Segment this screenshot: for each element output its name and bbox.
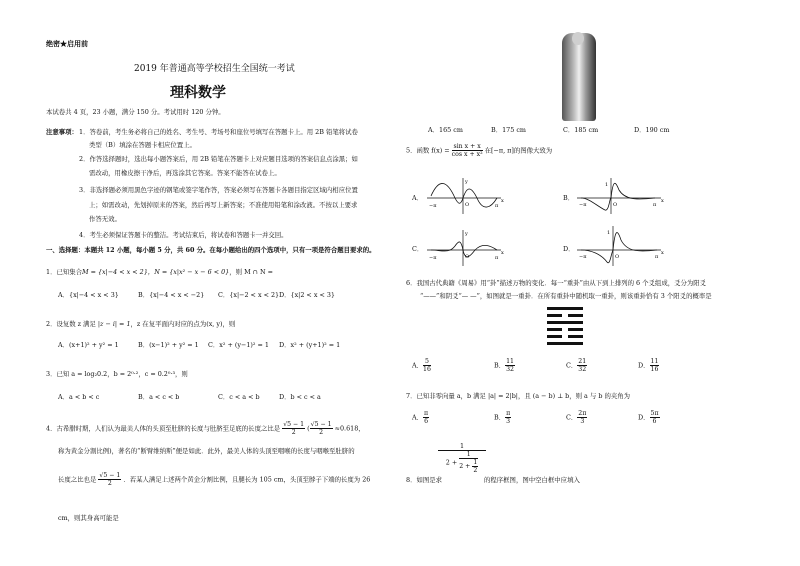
note-3b: 上；如需改动，先划掉原来的答案，然后再写上新答案；不准使用铅笔和涂改液。不按以上要求 — [89, 201, 358, 209]
note-4: 4．考生必须保证答题卡的整洁。考试结束后，将试卷和答题卡一并交回。 — [79, 231, 288, 239]
q4-line-3: 长度之比也是 $\frac{√5 - 1}{2}$ ．若某人满足上述两个黄金分割比例，且腿长为 105 cm，头顶至脖子下端的长度为 26 — [58, 472, 371, 487]
graph-b-origin-label: O — [613, 202, 618, 208]
q4-line-1: 4．古希腊时期，人们认为最美人体的头顶至肚脐的长度与肚脐至足底的长度之比是 $\frac{√5 - 1}{2}$ ( $\frac{√5 - 1}{2}$ ≈0.618， — [46, 421, 365, 436]
q2-option-c: C．x² + (y−1)² = 1 — [208, 341, 269, 349]
graph-b-one-label: 1 — [605, 182, 609, 188]
graph-a-y-label: y — [465, 179, 468, 185]
graph-d-x-label: x — [661, 250, 664, 256]
note-2a: 2．作答选择题时，选出每小题答案后，用 2B 铅笔在答题卡上对应题目选项的答案信息点涂黑；如 — [79, 155, 358, 163]
q5-option-b-label: B． — [563, 194, 575, 202]
q4-option-a: A．165 cm — [428, 126, 463, 134]
intro-text: 本试卷共 4 页，23 小题，满分 150 分。考试用时 120 分钟。 — [46, 108, 225, 116]
q7-stem: 7．已知非零向量 a，b 满足 |a| = 2|b|，且 (a − b) ⊥ b，则 a 与 b 的夹角为 — [406, 392, 631, 400]
golden-ratio-fraction-2: $\frac{√5 - 1}{2}$ — [310, 421, 332, 436]
note-1b: 类型（B）填涂在答题卡相应位置上。 — [89, 141, 196, 149]
venus-statue-image — [562, 33, 596, 121]
q1-option-a: A．{x|−4 < x < 3} — [58, 291, 119, 299]
hexagram-line — [547, 328, 583, 331]
q7-option-b: B． $\frac{\pi}{3}$ — [494, 410, 511, 425]
q5-option-a-label: A． — [412, 194, 424, 202]
graph-a-pi-label: π — [495, 203, 499, 209]
graph-c-y-label: y — [465, 231, 468, 237]
q3-stem: 3．已知 a = log₂0.2，b = 2⁰·²，c = 0.2⁰·³，则 — [46, 370, 188, 378]
q6-option-a: A． $\frac{5}{16}$ — [412, 358, 431, 373]
q3-option-c: C．c < a < b — [218, 393, 260, 401]
golden-ratio-fraction-3: $\frac{√5 - 1}{2}$ — [99, 472, 121, 487]
q3-option-d: D．b < c < a — [279, 393, 321, 401]
q5-graph-b — [575, 176, 665, 216]
hexagram-line — [547, 307, 583, 310]
notes-label: 注意事项： — [46, 128, 78, 136]
q4-line-2: 称为黄金分割比例)，著名的“断臂维纳斯”便是如此．此外，最美人体的头顶至咽喉的长度与咽喉至肚脐的 — [58, 447, 355, 455]
q5-function-fraction: $\frac{\text{sin x + x}}{\text{cos x + x²}}$ — [451, 143, 483, 158]
q1-option-c: C．{x|−2 < x < 2} — [218, 291, 280, 299]
graph-b-negpi-label: −π — [579, 202, 587, 208]
section-heading: 一、选择题：本题共 12 小题，每小题 5 分，共 60 分。在每小题给出的四个选项中，只有一项是符合题目要求的。 — [46, 246, 376, 254]
graph-c-origin-label: O — [465, 254, 470, 260]
q8-stem-b: 的程序框图，图中空白框中应填入 — [484, 476, 580, 484]
q7-option-d: D． $\frac{5\pi}{6}$ — [638, 410, 659, 425]
q5-stem: 5．函数 f(x) = $\frac{\text{sin x + x}}{\text{cos x + x²}}$ 在[−π, π]的图像大致为 — [406, 143, 553, 158]
hexagram-line — [547, 321, 583, 324]
graph-a-x-label: x — [501, 198, 504, 204]
graph-b-x-label: x — [661, 198, 664, 204]
hexagram-line — [547, 314, 583, 317]
q2-option-d: D．x² + (y+1)² = 1 — [279, 341, 341, 349]
note-3c: 作答无效。 — [89, 215, 121, 223]
q3-option-a: A．a < b < c — [58, 393, 100, 401]
golden-ratio-fraction: $\frac{√5 - 1}{2}$ — [283, 421, 305, 436]
hexagram-figure — [547, 307, 583, 349]
q6-line-2: “——”和阴爻“— —”，如图就是一重卦．在所有重卦中随机取一重卦，则该重卦恰有 3 个阳爻的概率是 — [420, 292, 712, 300]
graph-d-pi-label: π — [655, 254, 659, 260]
q1-stem: 1．已知集合M = {x|−4 < x < 2}，N = {x|x² − x − 6 < 0}，则 M ∩ N = — [46, 268, 274, 276]
q6-option-c: C． $\frac{21}{32}$ — [566, 358, 587, 373]
q2-stem: 2．设复数 z 满足 |z − i| = 1，z 在复平面内对应的点为(x, y)，则 — [46, 320, 236, 328]
q2-option-a: A．(x+1)² + y² = 1 — [58, 341, 119, 349]
graph-d-negpi-label: −π — [579, 254, 587, 260]
q1-option-b: B．{x|−4 < x < −2} — [138, 291, 205, 299]
note-2b: 需改动，用橡皮擦干净后，再选涂其它答案。答案不能答在试卷上。 — [89, 169, 281, 177]
note-3a: 3．非选择题必须用黑色字迹的钢笔或签字笔作答，答案必须写在答题卡各题目指定区域内相应位置 — [79, 186, 358, 194]
q6-option-d: D． $\frac{11}{16}$ — [638, 358, 659, 373]
q6-option-b: B． $\frac{11}{32}$ — [494, 358, 514, 373]
q4-option-b: B．175 cm — [491, 126, 526, 134]
q2-option-b: B．(x−1)² + y² = 1 — [138, 341, 199, 349]
q5-graph-a — [425, 176, 505, 216]
hexagram-line — [547, 335, 583, 338]
q6-line-1: 6．我国古代典籍《周易》用“卦”描述万物的变化．每一“重卦”由从下到上排列的 6 个爻组成，爻分为阳爻 — [406, 279, 707, 287]
q5-option-c-label: C． — [412, 245, 424, 253]
q5-option-d-label: D． — [563, 245, 575, 253]
subject-title: 理科数学 — [170, 85, 226, 101]
q8-continued-fraction: 1 2 + 1 2 + $\frac{1}{2}$ — [438, 442, 486, 474]
secret-label: 绝密★启用前 — [46, 39, 88, 48]
hexagram-line — [547, 342, 583, 345]
graph-c-negpi-label: −π — [429, 255, 437, 261]
q5-graph-d — [575, 224, 665, 268]
q4-line-4: cm，则其身高可能是 — [58, 514, 119, 522]
q8-stem-a: 8．如图是求 — [406, 476, 443, 484]
exam-title: 2019 年普通高等学校招生全国统一考试 — [134, 64, 295, 74]
graph-a-origin-label: O — [465, 202, 470, 208]
q5-graph-c — [425, 228, 505, 268]
q4-option-c: C．185 cm — [563, 126, 599, 134]
q7-option-a: A． $\frac{\pi}{6}$ — [412, 410, 429, 425]
q3-option-b: B．a < c < b — [138, 393, 180, 401]
graph-a-negpi-label: −π — [429, 203, 437, 209]
graph-d-one-label: 1 — [607, 230, 611, 236]
graph-c-pi-label: π — [495, 255, 499, 261]
note-1a: 1．答卷前，考生务必将自己的姓名、考生号、考场号和座位号填写在答题卡上。用 2B 铅笔将试卷 — [79, 128, 358, 136]
q7-option-c: C． $\frac{2\pi}{3}$ — [566, 410, 587, 425]
graph-c-x-label: x — [501, 250, 504, 256]
q1-option-d: D．{x|2 < x < 3} — [279, 291, 335, 299]
q4-option-d: D．190 cm — [634, 126, 670, 134]
graph-b-pi-label: π — [653, 202, 657, 208]
graph-d-origin-label: O — [615, 254, 620, 260]
